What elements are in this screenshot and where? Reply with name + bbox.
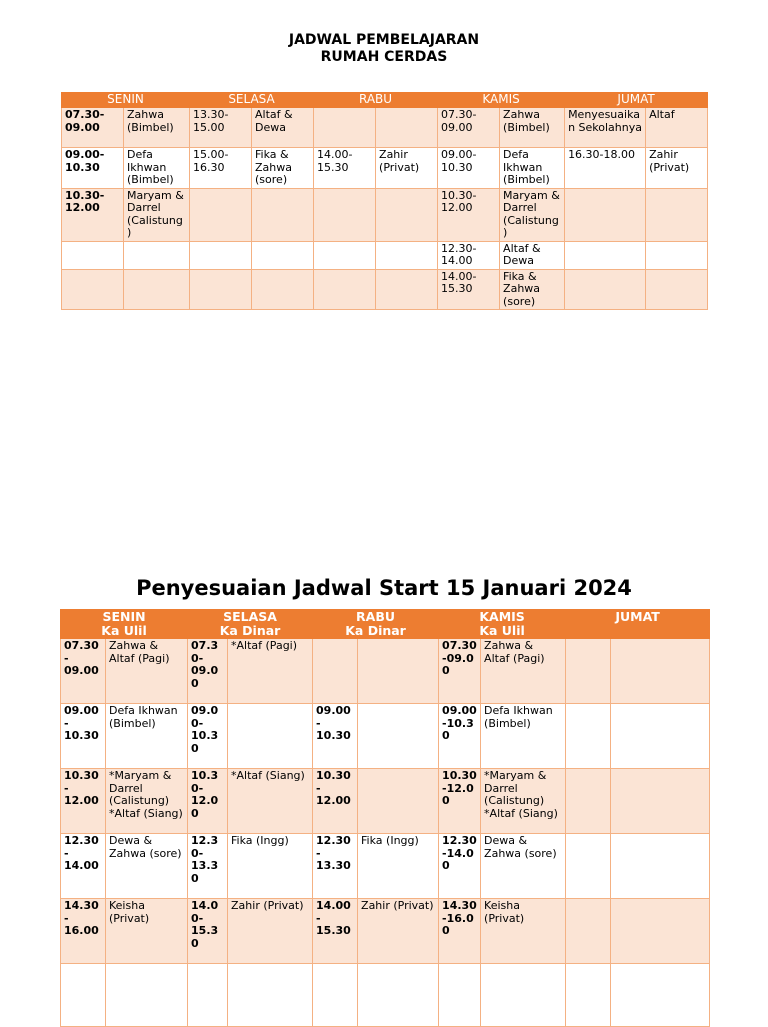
student-cell (106, 964, 188, 1027)
time-cell: 07.30-09.00 (188, 639, 228, 704)
student-cell: Dewa & Zahwa (sore) (106, 834, 188, 899)
student-cell: Zahir (Privat) (376, 148, 438, 189)
time-cell: 12.30-14.00 (439, 834, 481, 899)
table-row (62, 269, 708, 310)
student-cell (611, 769, 710, 834)
student-cell (376, 188, 438, 241)
time-cell (313, 639, 358, 704)
student-cell (252, 269, 314, 310)
time-cell: 14.30-16.00 (439, 899, 481, 964)
time-cell: 12.30-14.00 (438, 241, 500, 269)
student-cell: Fika & Zahwa (sore) (252, 148, 314, 189)
time-cell (565, 188, 646, 241)
time-cell (566, 964, 611, 1027)
time-cell (314, 108, 376, 148)
student-cell: Maryam & Darrel (Calistung) (500, 188, 565, 241)
schedule-table-2 (60, 609, 710, 1027)
student-cell (611, 834, 710, 899)
time-cell: 12.30 - 14.00 (61, 834, 106, 899)
table1-header-kamis: KAMIS (438, 93, 565, 108)
student-cell (611, 899, 710, 964)
student-cell: *Maryam & Darrel (Calistung) *Altaf (Siang) (106, 769, 188, 834)
student-cell: Maryam & Darrel (Calistung) (124, 188, 190, 241)
time-cell (565, 241, 646, 269)
table-row (61, 769, 710, 834)
table-row (61, 704, 710, 769)
time-cell: 10.30-12.00 (62, 188, 124, 241)
time-cell (313, 964, 358, 1027)
student-cell (358, 639, 439, 704)
table2-header-rabu: RABU Ka Dinar (313, 610, 439, 639)
student-cell (376, 241, 438, 269)
time-cell (188, 964, 228, 1027)
time-cell: 14.30 - 16.00 (61, 899, 106, 964)
time-cell (566, 639, 611, 704)
table-row (61, 964, 710, 1027)
student-cell (252, 188, 314, 241)
time-cell: 13.30-15.00 (190, 108, 252, 148)
student-cell: Fika (Ingg) (228, 834, 313, 899)
student-cell: Keisha (Privat) (481, 899, 566, 964)
student-cell: Fika & Zahwa (sore) (500, 269, 565, 310)
table2-header-selasa: SELASA Ka Dinar (188, 610, 313, 639)
table2-header-senin: SENIN Ka Ulil (61, 610, 188, 639)
time-cell: 10.30-12.00 (438, 188, 500, 241)
student-cell: Defa Ikhwan (Bimbel) (124, 148, 190, 189)
time-cell: 16.30-18.00 (565, 148, 646, 189)
time-cell (190, 241, 252, 269)
student-cell (228, 704, 313, 769)
time-cell (62, 269, 124, 310)
time-cell (566, 704, 611, 769)
table-row (61, 899, 710, 964)
time-cell: 07.30 - 09.00 (61, 639, 106, 704)
student-cell: Defa Ikhwan (Bimbel) (106, 704, 188, 769)
time-cell: 12.30 - 13.30 (313, 834, 358, 899)
table2-header-row (61, 610, 710, 639)
table-row (62, 108, 708, 148)
time-cell (62, 241, 124, 269)
time-cell: 09.00-10.30 (438, 148, 500, 189)
time-cell: 10.30 - 12.00 (313, 769, 358, 834)
time-cell (566, 899, 611, 964)
table2-header-kamis: KAMIS Ka Ulil (439, 610, 566, 639)
student-cell (358, 769, 439, 834)
time-cell: 07.30-09.00 (62, 108, 124, 148)
time-cell: 09.00-10.30 (62, 148, 124, 189)
student-cell: Zahwa (Bimbel) (500, 108, 565, 148)
table1-header-rabu: RABU (314, 93, 438, 108)
schedule-title (0, 32, 768, 66)
table-row (61, 834, 710, 899)
time-cell: 12.30-13.30 (188, 834, 228, 899)
time-cell: 10.30-12.00 (188, 769, 228, 834)
student-cell: Dewa & Zahwa (sore) (481, 834, 566, 899)
student-cell (376, 269, 438, 310)
student-cell: Zahir (Privat) (646, 148, 708, 189)
student-cell (228, 964, 313, 1027)
adjustment-title: Penyesuaian Jadwal Start 15 Januari 2024 (136, 576, 632, 600)
student-cell (481, 964, 566, 1027)
time-cell (314, 188, 376, 241)
time-cell: Menyesuaikan Sekolahnya (565, 108, 646, 148)
student-cell: Keisha (Privat) (106, 899, 188, 964)
time-cell: 09.00-10.30 (188, 704, 228, 769)
time-cell: 14.00-15.30 (438, 269, 500, 310)
student-cell: *Altaf (Siang) (228, 769, 313, 834)
student-cell: Fika (Ingg) (358, 834, 439, 899)
student-cell (358, 704, 439, 769)
student-cell (252, 241, 314, 269)
student-cell (124, 269, 190, 310)
schedule-title-line2: RUMAH CERDAS (320, 49, 448, 65)
table-row (62, 148, 708, 189)
time-cell: 10.30 - 12.00 (61, 769, 106, 834)
time-cell: 14.00-15.30 (188, 899, 228, 964)
student-cell: Zahir (Privat) (358, 899, 439, 964)
student-cell: Altaf & Dewa (252, 108, 314, 148)
table1-header-senin: SENIN (62, 93, 190, 108)
student-cell (611, 639, 710, 704)
student-cell (124, 241, 190, 269)
time-cell (190, 188, 252, 241)
time-cell: 10.30-12.00 (439, 769, 481, 834)
time-cell (61, 964, 106, 1027)
student-cell (611, 964, 710, 1027)
table1-header-selasa: SELASA (190, 93, 314, 108)
schedule-title-line1: JADWAL PEMBELAJARAN (288, 32, 480, 48)
student-cell: Altaf & Dewa (500, 241, 565, 269)
student-cell: Zahwa (Bimbel) (124, 108, 190, 148)
student-cell: Defa Ikhwan (Bimbel) (500, 148, 565, 189)
time-cell (566, 769, 611, 834)
table-row (62, 241, 708, 269)
student-cell (646, 188, 708, 241)
time-cell (566, 834, 611, 899)
student-cell (646, 241, 708, 269)
table1-header-jumat: JUMAT (565, 93, 708, 108)
student-cell (611, 704, 710, 769)
schedule-table-1 (61, 92, 708, 310)
table2-header-jumat: JUMAT (566, 610, 710, 639)
student-cell (358, 964, 439, 1027)
table-row (62, 188, 708, 241)
student-cell: Altaf (646, 108, 708, 148)
time-cell: 14.00-15.30 (314, 148, 376, 189)
time-cell (314, 269, 376, 310)
student-cell: Defa Ikhwan (Bimbel) (481, 704, 566, 769)
time-cell: 09.00 - 10.30 (313, 704, 358, 769)
student-cell: Zahir (Privat) (228, 899, 313, 964)
student-cell (646, 269, 708, 310)
time-cell: 07.30-09.00 (438, 108, 500, 148)
table1-header-row (62, 93, 708, 108)
student-cell: *Altaf (Pagi) (228, 639, 313, 704)
time-cell (314, 241, 376, 269)
time-cell: 09.00 - 10.30 (61, 704, 106, 769)
student-cell: Zahwa & Altaf (Pagi) (106, 639, 188, 704)
time-cell (190, 269, 252, 310)
time-cell: 07.30-09.00 (439, 639, 481, 704)
time-cell: 14.00 - 15.30 (313, 899, 358, 964)
student-cell (376, 108, 438, 148)
time-cell (565, 269, 646, 310)
time-cell: 15.00-16.30 (190, 148, 252, 189)
table-row (61, 639, 710, 704)
time-cell (439, 964, 481, 1027)
time-cell: 09.00-10.30 (439, 704, 481, 769)
student-cell: Zahwa & Altaf (Pagi) (481, 639, 566, 704)
student-cell: *Maryam & Darrel (Calistung) *Altaf (Siang) (481, 769, 566, 834)
